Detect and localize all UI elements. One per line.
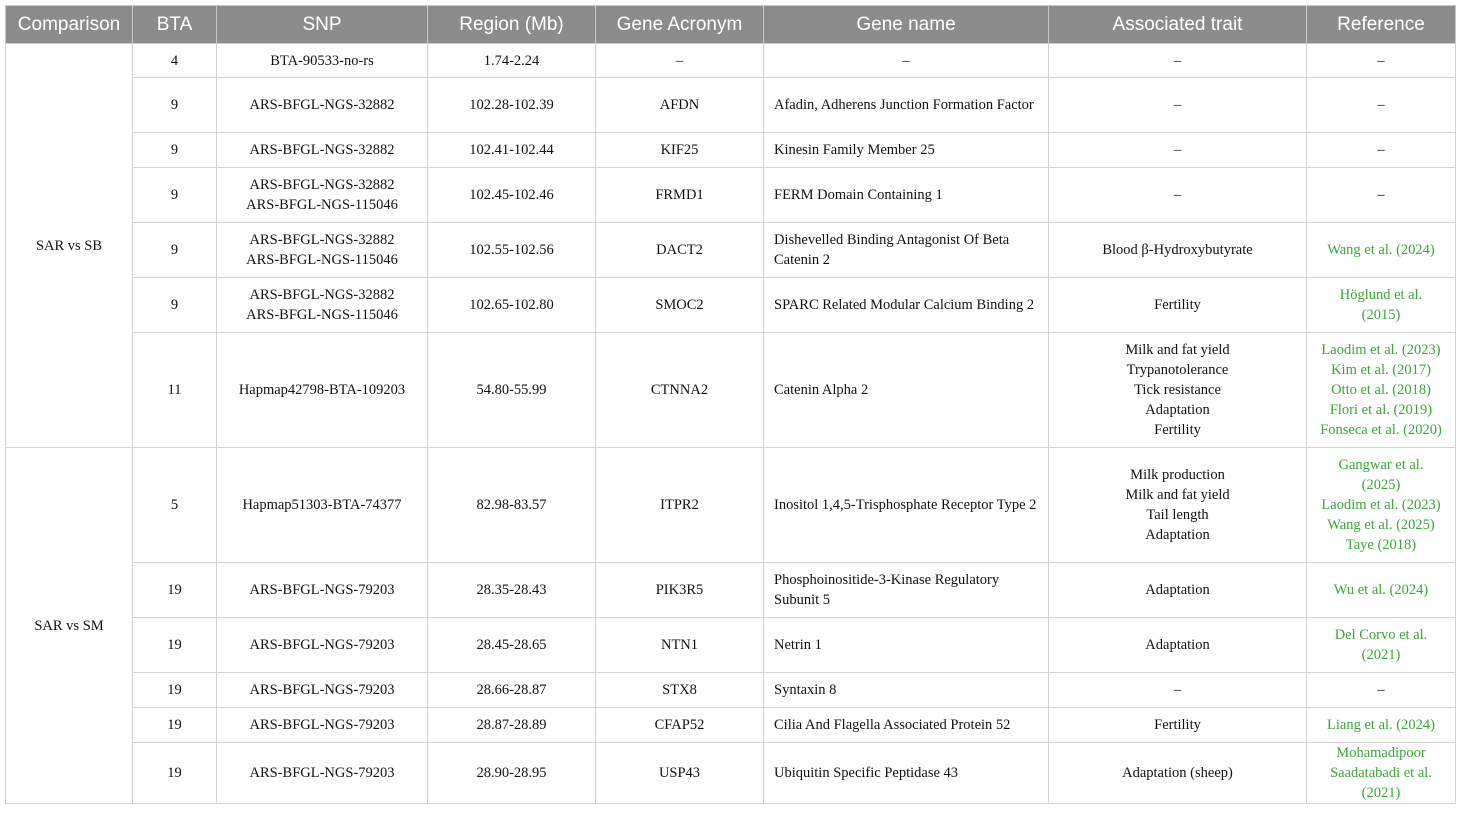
header-row xyxy=(6,6,1456,44)
gene-acronym-cell: USP43 xyxy=(596,743,764,804)
reference-line: Wu et al. (2024) xyxy=(1333,582,1429,598)
header-snp: SNP xyxy=(217,6,428,44)
reference-line: Mohamadipoor xyxy=(1336,745,1426,761)
snp-line: ARS-BFGL-NGS-32882 xyxy=(249,177,395,193)
reference-cell xyxy=(1307,278,1456,333)
gene-acronym-cell: CFAP52 xyxy=(596,708,764,743)
region-cell: 102.55-102.56 xyxy=(428,223,596,278)
snp-line: ARS-BFGL-NGS-32882 xyxy=(249,97,395,113)
trait-line: – xyxy=(1173,682,1182,698)
table-row xyxy=(6,743,1456,804)
gene-acronym-cell: STX8 xyxy=(596,673,764,708)
bta-cell: 19 xyxy=(133,563,217,618)
snp-line: ARS-BFGL-NGS-79203 xyxy=(249,682,395,698)
gene-name-cell: FERM Domain Containing 1 xyxy=(764,168,1049,223)
table-row xyxy=(6,333,1456,448)
snp-line: Hapmap51303-BTA-74377 xyxy=(242,497,402,513)
snp-line: ARS-BFGL-NGS-79203 xyxy=(249,582,395,598)
trait-line: Milk and fat yield xyxy=(1125,342,1230,358)
region-cell: 102.28-102.39 xyxy=(428,78,596,133)
snp-cell xyxy=(217,618,428,673)
trait-line: Milk production xyxy=(1130,467,1225,483)
snp-cell xyxy=(217,563,428,618)
gene-acronym-cell: – xyxy=(596,44,764,78)
snp-line: ARS-BFGL-NGS-32882 xyxy=(249,232,395,248)
reference-line: Otto et al. (2018) xyxy=(1331,382,1431,398)
reference-cell xyxy=(1307,168,1456,223)
associated-trait-cell xyxy=(1049,78,1307,133)
reference-line: – xyxy=(1377,52,1385,69)
table-row xyxy=(6,278,1456,333)
table-row xyxy=(6,133,1456,168)
gene-association-table xyxy=(5,5,1456,804)
reference-line: Gangwar et al. xyxy=(1338,457,1424,473)
trait-line: Milk and fat yield xyxy=(1125,487,1230,503)
reference-cell xyxy=(1307,563,1456,618)
reference-line: Wang et al. (2024) xyxy=(1327,242,1435,258)
gene-name-cell: Ubiquitin Specific Peptidase 43 xyxy=(764,743,1049,804)
gene-acronym-cell: SMOC2 xyxy=(596,278,764,333)
table-row xyxy=(6,563,1456,618)
trait-line: Blood β-Hydroxybutyrate xyxy=(1102,242,1253,258)
reference-line: – xyxy=(1377,187,1385,203)
reference-cell xyxy=(1307,448,1456,563)
reference-cell xyxy=(1307,618,1456,673)
gene-name-cell: Phosphoinositide-3-Kinase Regulatory Subunit 5 xyxy=(764,563,1049,618)
reference-line: Höglund et al. xyxy=(1339,287,1423,303)
region-cell: 28.35-28.43 xyxy=(428,563,596,618)
trait-line: – xyxy=(1173,52,1182,69)
gene-name-cell: SPARC Related Modular Calcium Binding 2 xyxy=(764,278,1049,333)
bta-cell: 9 xyxy=(133,223,217,278)
associated-trait-cell xyxy=(1049,44,1307,78)
comparison-cell: SAR vs SM xyxy=(6,448,133,804)
gene-acronym-cell: PIK3R5 xyxy=(596,563,764,618)
header-associated-trait: Associated trait xyxy=(1049,6,1307,44)
gene-name-cell: Netrin 1 xyxy=(764,618,1049,673)
gene-name-cell: Inositol 1,4,5-Trisphosphate Receptor Type 2 xyxy=(764,448,1049,563)
table-row xyxy=(6,168,1456,223)
trait-line: – xyxy=(1173,97,1182,113)
associated-trait-cell xyxy=(1049,333,1307,448)
associated-trait-cell xyxy=(1049,448,1307,563)
table-row xyxy=(6,618,1456,673)
reference-line: – xyxy=(1377,142,1385,158)
associated-trait-cell xyxy=(1049,223,1307,278)
snp-cell xyxy=(217,333,428,448)
snp-cell xyxy=(217,278,428,333)
trait-line: Adaptation xyxy=(1145,402,1210,418)
header-gene-name: Gene name xyxy=(764,6,1049,44)
region-cell: 28.90-28.95 xyxy=(428,743,596,804)
reference-cell xyxy=(1307,133,1456,168)
snp-cell xyxy=(217,44,428,78)
snp-cell xyxy=(217,743,428,804)
trait-line: Adaptation xyxy=(1145,527,1210,543)
table-row xyxy=(6,44,1456,78)
associated-trait-cell xyxy=(1049,618,1307,673)
table-row xyxy=(6,708,1456,743)
snp-line: ARS-BFGL-NGS-79203 xyxy=(249,637,395,653)
region-cell: 82.98-83.57 xyxy=(428,448,596,563)
reference-line: Flori et al. (2019) xyxy=(1329,402,1433,418)
reference-cell xyxy=(1307,333,1456,448)
reference-cell xyxy=(1307,743,1456,804)
reference-line: Fonseca et al. (2020) xyxy=(1320,422,1442,438)
reference-line: Saadatabadi et al. xyxy=(1330,765,1432,781)
reference-line: Laodim et al. (2023) xyxy=(1321,342,1441,358)
gene-name-cell: Catenin Alpha 2 xyxy=(764,333,1049,448)
reference-line: Taye (2018) xyxy=(1345,537,1417,553)
region-cell: 102.65-102.80 xyxy=(428,278,596,333)
bta-cell: 4 xyxy=(133,44,217,78)
table-row xyxy=(6,673,1456,708)
region-cell: 28.66-28.87 xyxy=(428,673,596,708)
reference-line: Kim et al. (2017) xyxy=(1331,362,1431,378)
trait-line: – xyxy=(1173,187,1182,203)
reference-cell xyxy=(1307,673,1456,708)
trait-line: Fertility xyxy=(1154,297,1201,313)
bta-cell: 9 xyxy=(133,133,217,168)
reference-line: Laodim et al. (2023) xyxy=(1321,497,1441,513)
gene-acronym-cell: AFDN xyxy=(596,78,764,133)
reference-line: (2021) xyxy=(1361,647,1401,663)
trait-line: Adaptation xyxy=(1145,582,1210,598)
trait-line: Tail length xyxy=(1146,507,1209,523)
trait-line: Tick resistance xyxy=(1134,382,1221,398)
header-bta: BTA xyxy=(133,6,217,44)
header-reference: Reference xyxy=(1307,6,1456,44)
snp-line: Hapmap42798-BTA-109203 xyxy=(238,382,406,398)
reference-line: Liang et al. (2024) xyxy=(1327,717,1435,733)
reference-line: – xyxy=(1377,97,1385,113)
bta-cell: 9 xyxy=(133,278,217,333)
snp-line: ARS-BFGL-NGS-115046 xyxy=(246,307,398,323)
gene-name-cell: Kinesin Family Member 25 xyxy=(764,133,1049,168)
associated-trait-cell xyxy=(1049,168,1307,223)
gene-acronym-cell: KIF25 xyxy=(596,133,764,168)
gene-name-cell: Dishevelled Binding Antagonist Of Beta Catenin 2 xyxy=(764,223,1049,278)
table-row xyxy=(6,78,1456,133)
bta-cell: 9 xyxy=(133,78,217,133)
reference-line: – xyxy=(1377,682,1385,698)
region-cell: 102.45-102.46 xyxy=(428,168,596,223)
snp-line: ARS-BFGL-NGS-79203 xyxy=(249,717,395,733)
reference-line: Del Corvo et al. xyxy=(1334,627,1428,643)
bta-cell: 5 xyxy=(133,448,217,563)
table-body xyxy=(6,44,1456,804)
region-cell: 1.74-2.24 xyxy=(428,44,596,78)
header-region: Region (Mb) xyxy=(428,6,596,44)
trait-line: Fertility xyxy=(1154,717,1201,733)
header-gene-acronym: Gene Acronym xyxy=(596,6,764,44)
table-row xyxy=(6,223,1456,278)
gene-acronym-cell: FRMD1 xyxy=(596,168,764,223)
bta-cell: 19 xyxy=(133,743,217,804)
table-row xyxy=(6,448,1456,563)
reference-line: (2025) xyxy=(1361,477,1401,493)
region-cell: 102.41-102.44 xyxy=(428,133,596,168)
reference-line: (2021) xyxy=(1361,785,1401,801)
snp-cell xyxy=(217,133,428,168)
snp-line: ARS-BFGL-NGS-115046 xyxy=(246,252,398,268)
table-container xyxy=(5,5,1455,804)
bta-cell: 19 xyxy=(133,618,217,673)
gene-name-cell: Syntaxin 8 xyxy=(764,673,1049,708)
snp-line: ARS-BFGL-NGS-32882 xyxy=(249,142,395,158)
snp-line: ARS-BFGL-NGS-79203 xyxy=(249,765,395,781)
gene-name-cell: – xyxy=(764,44,1049,78)
gene-name-cell: Afadin, Adherens Junction Formation Factor xyxy=(764,78,1049,133)
reference-cell xyxy=(1307,223,1456,278)
gene-acronym-cell: NTN1 xyxy=(596,618,764,673)
reference-cell xyxy=(1307,78,1456,133)
trait-line: Adaptation (sheep) xyxy=(1122,765,1233,781)
reference-cell xyxy=(1307,708,1456,743)
bta-cell: 9 xyxy=(133,168,217,223)
gene-acronym-cell: CTNNA2 xyxy=(596,333,764,448)
trait-line: – xyxy=(1173,142,1182,158)
reference-cell xyxy=(1307,44,1456,78)
snp-cell xyxy=(217,708,428,743)
associated-trait-cell xyxy=(1049,743,1307,804)
region-cell: 54.80-55.99 xyxy=(428,333,596,448)
associated-trait-cell xyxy=(1049,673,1307,708)
header-comparison: Comparison xyxy=(6,6,133,44)
region-cell: 28.45-28.65 xyxy=(428,618,596,673)
gene-acronym-cell: ITPR2 xyxy=(596,448,764,563)
snp-line: ARS-BFGL-NGS-115046 xyxy=(246,197,398,213)
associated-trait-cell xyxy=(1049,708,1307,743)
snp-cell xyxy=(217,448,428,563)
reference-line: (2015) xyxy=(1361,307,1401,323)
region-cell: 28.87-28.89 xyxy=(428,708,596,743)
trait-line: Adaptation xyxy=(1145,637,1210,653)
bta-cell: 19 xyxy=(133,708,217,743)
associated-trait-cell xyxy=(1049,133,1307,168)
snp-cell xyxy=(217,78,428,133)
comparison-cell: SAR vs SB xyxy=(6,44,133,448)
bta-cell: 19 xyxy=(133,673,217,708)
snp-cell xyxy=(217,673,428,708)
gene-name-cell: Cilia And Flagella Associated Protein 52 xyxy=(764,708,1049,743)
snp-cell xyxy=(217,223,428,278)
bta-cell: 11 xyxy=(133,333,217,448)
snp-cell xyxy=(217,168,428,223)
reference-line: Wang et al. (2025) xyxy=(1327,517,1435,533)
snp-line: BTA-90533-no-rs xyxy=(270,52,374,69)
associated-trait-cell xyxy=(1049,278,1307,333)
gene-acronym-cell: DACT2 xyxy=(596,223,764,278)
trait-line: Trypanotolerance xyxy=(1126,362,1229,378)
trait-line: Fertility xyxy=(1154,422,1201,438)
associated-trait-cell xyxy=(1049,563,1307,618)
snp-line: ARS-BFGL-NGS-32882 xyxy=(249,287,395,303)
